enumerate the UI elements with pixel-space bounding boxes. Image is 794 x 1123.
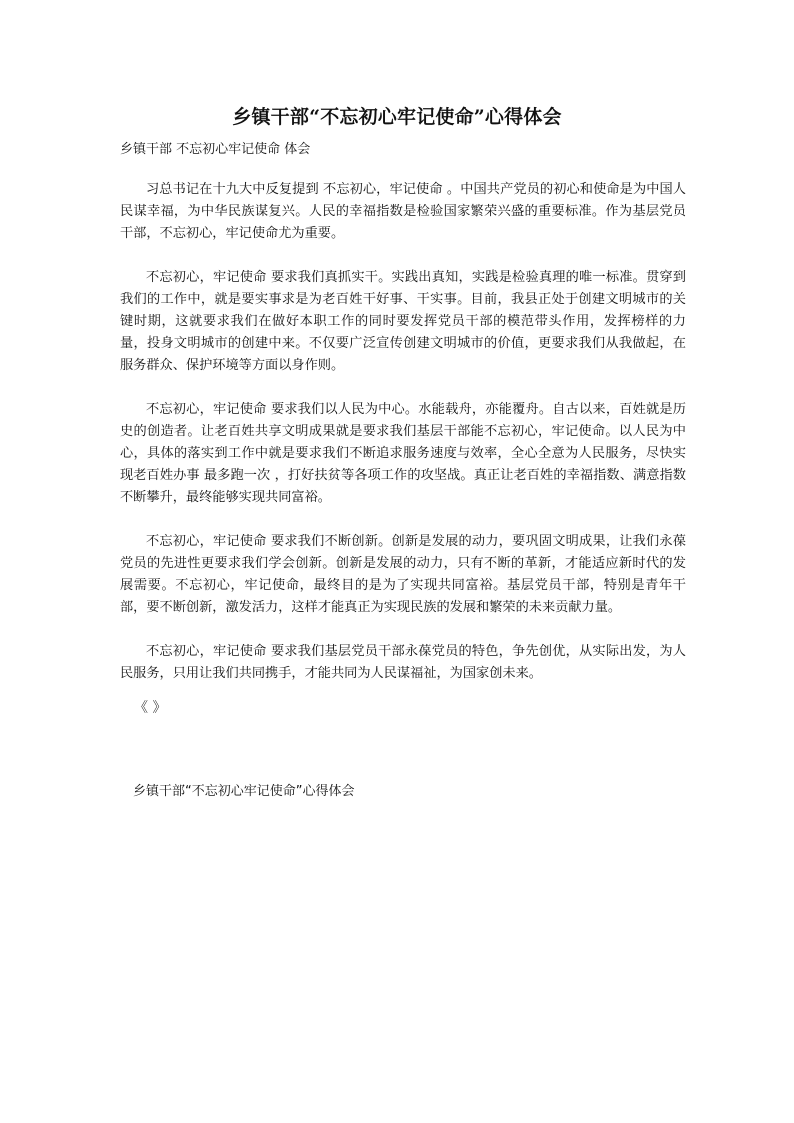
document-keywords: 乡镇干部 不忘初心牢记使命 体会 — [120, 142, 311, 157]
paragraph-conclusion: 不忘初心，牢记使命 要求我们基层党员干部永葆党员的特色，争先创优，从实际出发，为人民服务，只用让我们共同携手，才能共同为人民谋福祉，为国家创未来。 — [120, 644, 686, 681]
paragraph-practical-work: 不忘初心，牢记使命 要求我们真抓实干。实践出真知，实践是检验真理的唯一标准。贯穿到我们的工作中，就是要实事求是为老百姓干好事、干实事。目前，我县正处于创建文明城市的关键时期，这就要求我们在做好本职工作的同时要发挥党员干部的模范带头作用，发挥榜样的力量，投身文明城市的创建中来。不仅要广泛宣传创建文明城市的价值，更要求我们从我做起，在服务群众、保护环境等方面以身作则。 — [120, 270, 686, 373]
paragraph-people-centered: 不忘初心，牢记使命 要求我们以人民为中心。水能载舟，亦能覆舟。自古以来，百姓就是历史的创造者。让老百姓共享文明成果就是要求我们基层干部能不忘初心，牢记使命。以人民为中心，具体的落实到工作中就是要求我们不断追求服务速度与效率，全心全意为人民服务，尽快实现老百姓办事 最多跑一次 ，打好扶贫等各项工作的攻坚战。真正让老百姓的幸福指数、满意指数不断攀升，最终能够实现共同富裕。 — [120, 402, 686, 505]
document-title: 乡镇干部“不忘初心牢记使命”心得体会 — [232, 106, 562, 128]
footer-title: 乡镇干部“不忘初心牢记使命”心得体会 — [133, 784, 355, 799]
angle-quote-marks: 《 》 — [134, 700, 167, 716]
document-body — [120, 179, 686, 707]
paragraph-innovation: 不忘初心，牢记使命 要求我们不断创新。创新是发展的动力，要巩固文明成果，让我们永葆党员的先进性更要求我们学会创新。创新是发展的动力，只有不断的革新，才能适应新时代的发展需要。不忘初心，牢记使命，最终目的是为了实现共同富裕。基层党员干部，特别是青年干部，要不断创新，激发活力，这样才能真正为实现民族的发展和繁荣的未来贡献力量。 — [120, 534, 686, 615]
paragraph-intro: 习总书记在十九大中反复提到 不忘初心，牢记使命 。中国共产党员的初心和使命是为中国人民谋幸福，为中华民族谋复兴。人民的幸福指数是检验国家繁荣兴盛的重要标准。作为基层党员干部，不忘初心，牢记使命尤为重要。 — [120, 182, 686, 241]
